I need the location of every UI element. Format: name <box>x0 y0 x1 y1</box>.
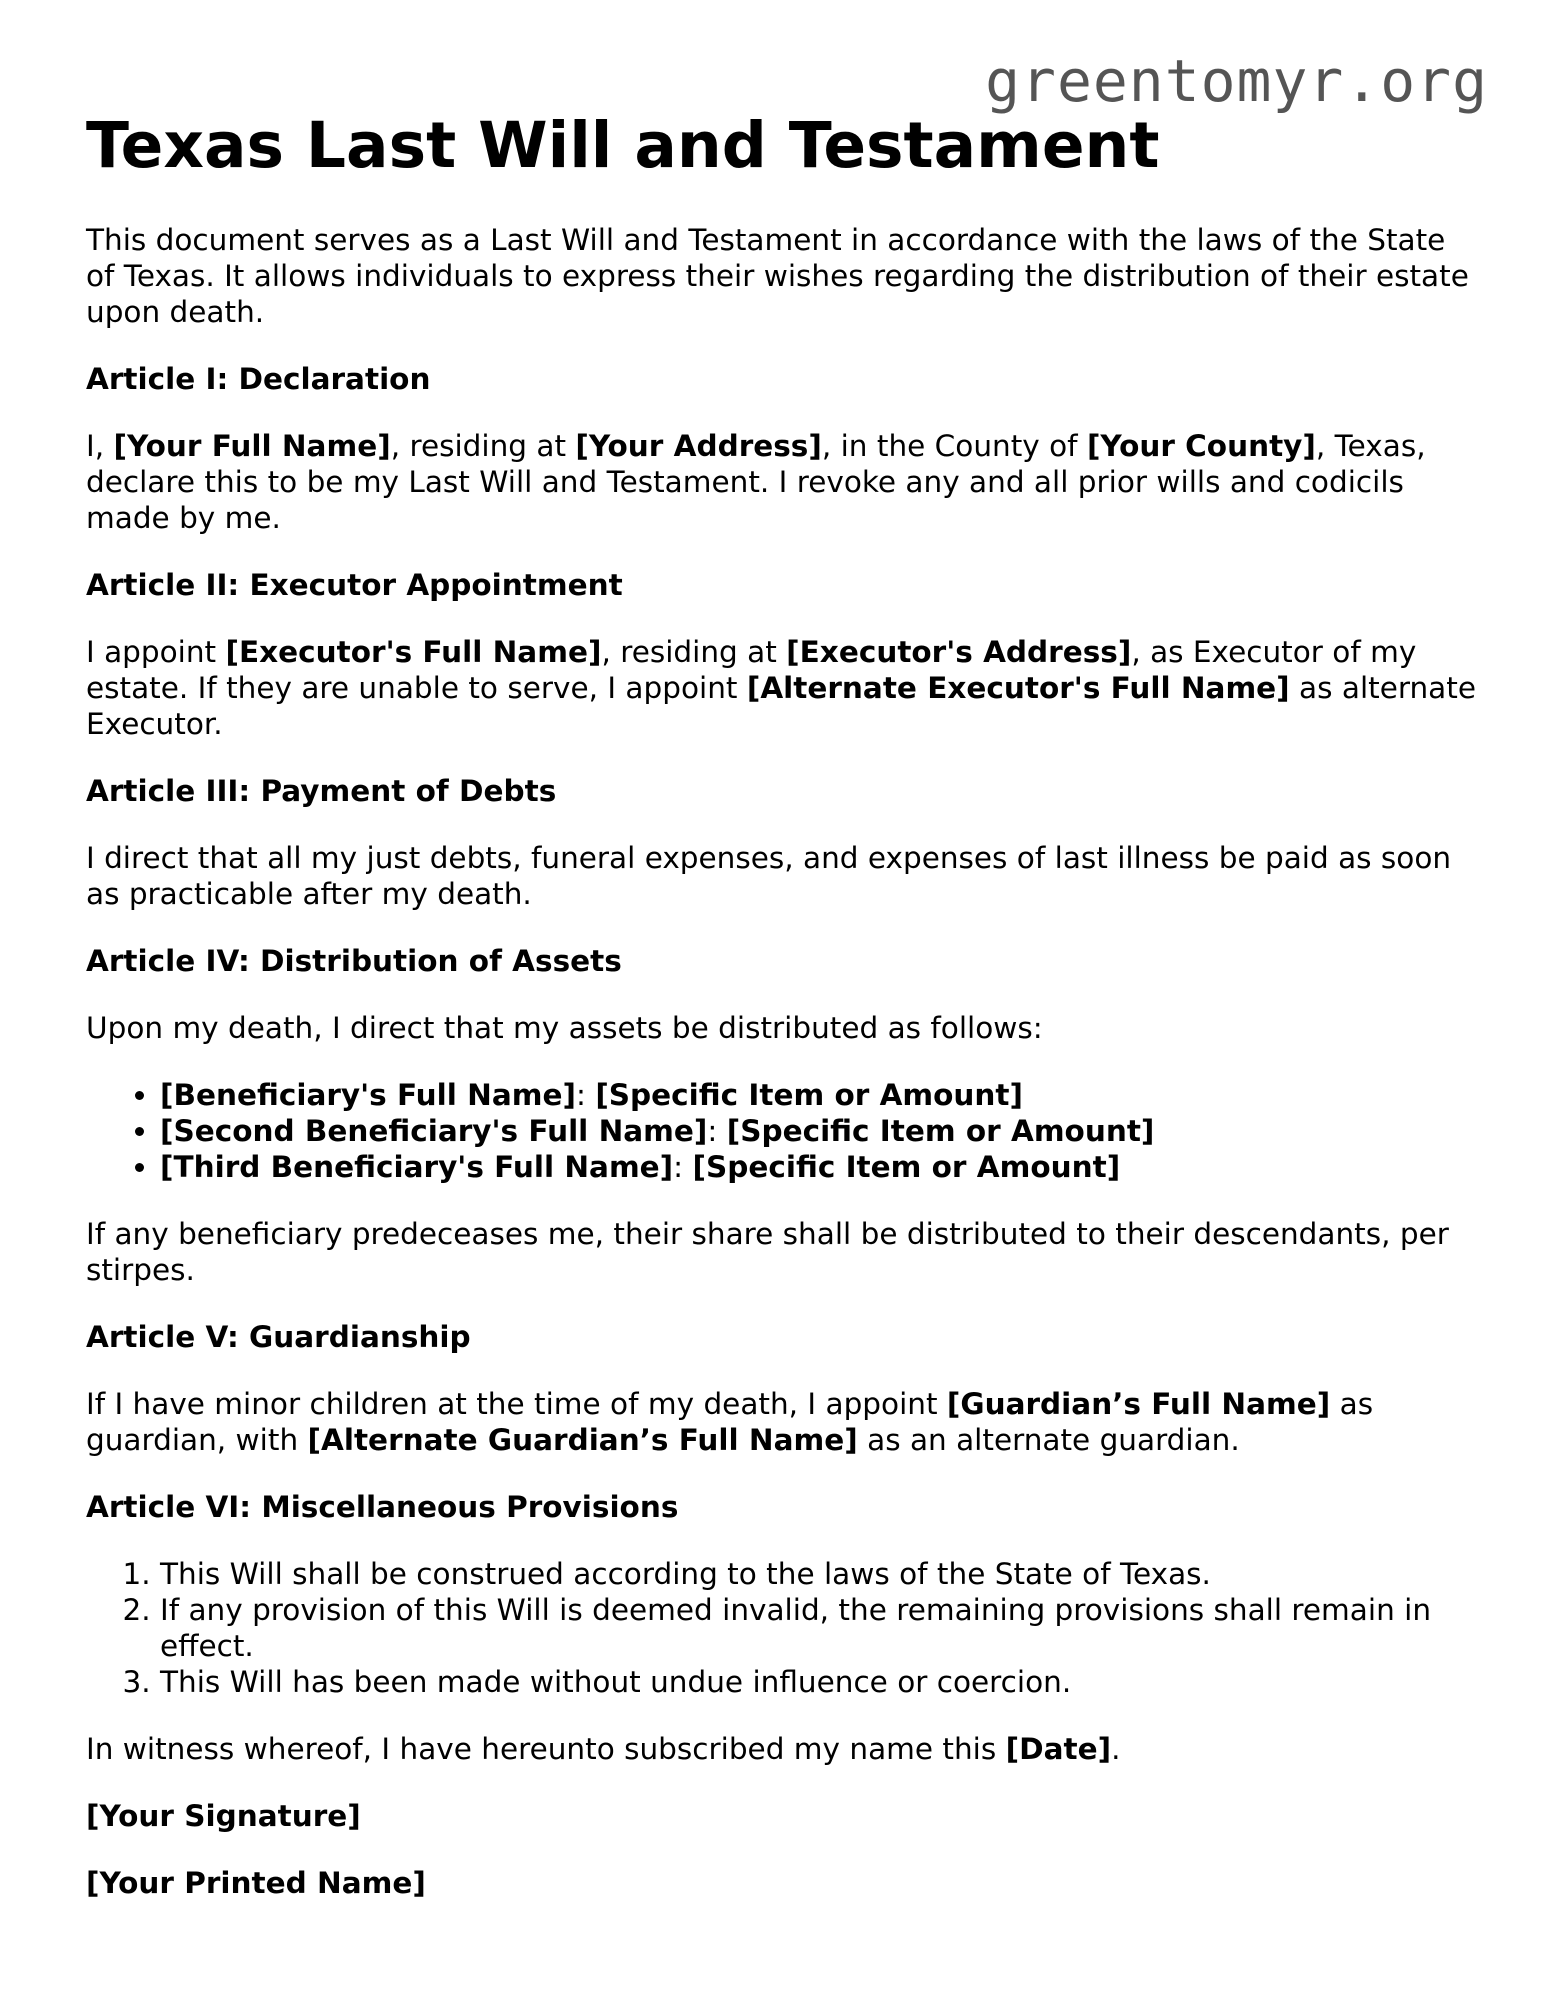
list-item: 2. If any provision of this Will is deemed invalid, the remaining provisions shall remain in effect. <box>160 1592 1478 1664</box>
list-item: 3. This Will has been made without undue influence or coercion. <box>160 1664 1478 1700</box>
document-body <box>86 108 1478 1932</box>
article-1-heading: Article I: Declaration <box>86 361 431 396</box>
text-segment: , Texas, declare this to be my Last Will and Testament. I revoke any and all prior wills and codicils made by me. <box>86 428 1426 535</box>
text-segment: I, <box>86 428 114 463</box>
article-3-text: I direct that all my just debts, funeral expenses, and expenses of last illness be paid as soon as practicable after my death. <box>86 840 1452 911</box>
text-segment: . <box>1111 1731 1121 1766</box>
text-segment: , as Executor of my estate. If they are unable to serve, I appoint <box>86 634 1417 705</box>
text-segment: , residing at <box>601 634 787 669</box>
article-4-intro: Upon my death, I direct that my assets be distributed as follows: <box>86 1010 1043 1045</box>
separator: : <box>707 1113 727 1148</box>
beneficiary-name: [Beneficiary's Full Name] <box>160 1077 576 1112</box>
placeholder-full-name: [Your Full Name] <box>113 428 391 463</box>
article-4-heading: Article IV: Distribution of Assets <box>86 943 622 978</box>
article-3-heading: Article III: Payment of Debts <box>86 773 557 808</box>
separator: : <box>673 1149 693 1184</box>
page-title: Texas Last Will and Testament <box>86 109 1160 182</box>
list-item <box>160 1077 1478 1113</box>
text-segment: as an alternate guardian. <box>857 1422 1240 1457</box>
article-5-text <box>86 1386 1478 1458</box>
placeholder-guardian-name: [Guardian’s Full Name] <box>946 1386 1331 1421</box>
beneficiary-item: [Specific Item or Amount] <box>726 1113 1155 1148</box>
text-segment: If I have minor children at the time of my death, I appoint <box>86 1386 947 1421</box>
placeholder-address: [Your Address] <box>575 428 822 463</box>
beneficiary-name: [Third Beneficiary's Full Name] <box>160 1149 674 1184</box>
text-segment: , residing at <box>390 428 576 463</box>
beneficiary-item: [Specific Item or Amount] <box>595 1077 1024 1112</box>
witness-clause <box>86 1731 1478 1767</box>
placeholder-alternate-guardian: [Alternate Guardian’s Full Name] <box>307 1422 858 1457</box>
text-segment: as guardian, with <box>86 1386 1374 1457</box>
placeholder-alternate-executor: [Alternate Executor's Full Name] <box>746 670 1290 705</box>
separator: : <box>576 1077 596 1112</box>
site-watermark: greentomyr.org <box>985 47 1488 115</box>
text-segment: , in the County of <box>821 428 1087 463</box>
list-item <box>160 1149 1478 1185</box>
printed-name-line <box>86 1865 1478 1901</box>
placeholder-executor-address: [Executor's Address] <box>786 634 1132 669</box>
list-item <box>160 1113 1478 1149</box>
placeholder-county: [Your County] <box>1086 428 1316 463</box>
article-2-text <box>86 634 1478 742</box>
text-segment: In witness whereof, I have hereunto subscribed my name this <box>86 1731 1006 1766</box>
signature-line <box>86 1798 1478 1834</box>
beneficiary-item: [Specific Item or Amount] <box>692 1149 1121 1184</box>
placeholder-date: [Date] <box>1005 1731 1112 1766</box>
text-segment: as alternate Executor. <box>86 670 1476 741</box>
placeholder-executor-name: [Executor's Full Name] <box>225 634 602 669</box>
text-segment: I appoint <box>86 634 226 669</box>
provisions-list <box>86 1556 1478 1700</box>
article-4-closing: If any beneficiary predeceases me, their share shall be distributed to their descendants, per stirpes. <box>86 1216 1449 1287</box>
article-1-text <box>86 428 1478 536</box>
article-6-heading: Article VI: Miscellaneous Provisions <box>86 1489 679 1524</box>
intro-paragraph: This document serves as a Last Will and Testament in accordance with the laws of the State of Texas. It allows individuals to express their wishes regarding the distribution of their estate upon death. <box>86 222 1469 329</box>
placeholder-signature: [Your Signature] <box>86 1798 361 1833</box>
article-5-heading: Article V: Guardianship <box>86 1319 471 1354</box>
beneficiary-list <box>86 1077 1478 1185</box>
placeholder-printed-name: [Your Printed Name] <box>86 1865 426 1900</box>
list-item: 1. This Will shall be construed according to the laws of the State of Texas. <box>160 1556 1478 1592</box>
article-2-heading: Article II: Executor Appointment <box>86 567 623 602</box>
beneficiary-name: [Second Beneficiary's Full Name] <box>160 1113 708 1148</box>
